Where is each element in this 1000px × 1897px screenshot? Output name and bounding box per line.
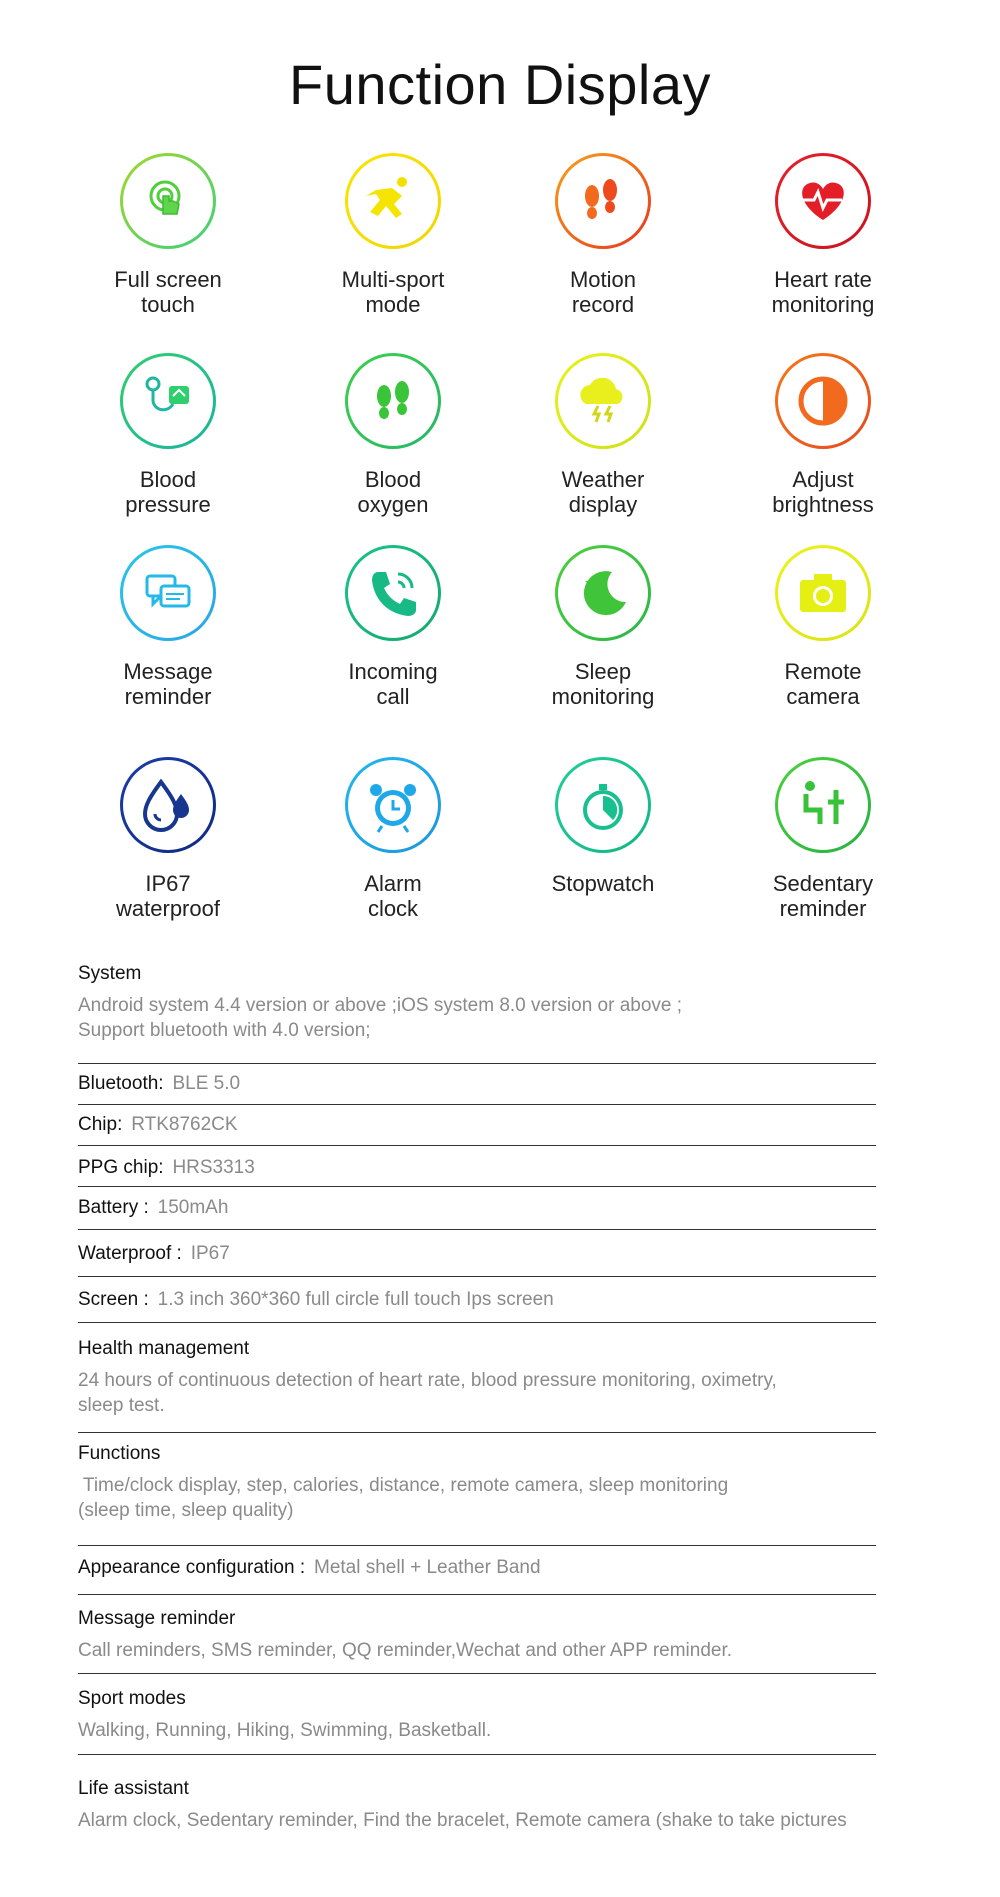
feature-full-screen-touch [58,153,278,317]
spec-life-assistant [78,1778,978,1833]
green-footprints-icon [348,356,438,446]
feature-icon-ring [345,153,441,249]
stopwatch-icon [558,760,648,850]
spec-key: Waterproof : [78,1243,182,1264]
spec-battery [78,1197,878,1219]
spec-sport-modes [78,1688,878,1743]
blood-pressure-cuff-icon [123,356,213,446]
spec-key: Appearance configuration : [78,1557,306,1578]
feature-incoming-call [283,545,503,709]
feature-label [493,467,713,517]
spec-value: 150mAh [157,1197,229,1218]
feature-label-line: record [571,292,635,317]
spec-key: Sport modes [78,1688,186,1709]
divider [78,1594,876,1595]
feature-icon-ring [345,353,441,449]
page-title: Function Display [289,53,711,116]
feature-icon-ring [120,545,216,641]
divider [78,1545,876,1546]
spec-value: RTK8762CK [131,1114,238,1135]
feature-label-line: mode [365,292,421,317]
feature-label-line: Multi-sport [341,267,445,292]
feature-ip67-waterproof [58,757,278,921]
spec-line: Support bluetooth with 4.0 version; [78,1020,371,1041]
feature-label-line: Blood [364,467,422,492]
water-drops-icon [123,760,213,850]
spec-message-reminder [78,1608,878,1663]
storm-cloud-icon [558,356,648,446]
feature-stopwatch [493,757,713,896]
feature-weather-display [493,353,713,517]
sitting-person-icon [778,760,868,850]
feature-label-line: touch [141,292,195,317]
feature-icon-ring [775,153,871,249]
spec-health-management [78,1338,878,1418]
divider [78,1186,876,1187]
camera-icon [778,548,868,638]
divider [78,1322,876,1323]
feature-label-line: IP67 [145,871,191,896]
feature-remote-camera [713,545,933,709]
moon-star-icon [558,548,648,638]
feature-label [283,659,503,709]
feature-label [713,659,933,709]
feature-label-line: Remote [784,659,862,684]
feature-adjust-brightness [713,353,933,517]
feature-label-line: waterproof [116,896,220,921]
feature-label-line: clock [367,896,419,921]
feature-label-line: Sedentary [772,871,874,896]
spec-appearance [78,1557,878,1579]
feature-label-line: Message [123,659,213,684]
feature-label [493,659,713,709]
touch-hand-icon [123,156,213,246]
feature-label-line: Sleep [574,659,632,684]
spec-value [78,1473,878,1523]
spec-line: Walking, Running, Hiking, Swimming, Basketball. [78,1720,492,1741]
spec-value [78,1638,878,1663]
spec-value: 1.3 inch 360*360 full circle full touch Ips screen [157,1289,554,1310]
feature-icon-ring [775,545,871,641]
feature-heart-rate-monitoring [713,153,933,317]
feature-icon-ring [555,353,651,449]
spec-line: Android system 4.4 version or above ;iOS system 8.0 version or above ; [78,995,683,1016]
feature-blood-pressure [58,353,278,517]
feature-icon-ring [120,353,216,449]
spec-line: (sleep time, sleep quality) [78,1500,294,1521]
feature-label [283,267,503,317]
divider [78,1104,876,1105]
feature-label-line: Adjust [792,467,854,492]
spec-bluetooth [78,1073,878,1095]
spec-key: Message reminder [78,1608,236,1629]
spec-waterproof [78,1243,878,1265]
spec-key: Screen : [78,1289,149,1310]
spec-value [78,993,878,1043]
divider [78,1229,876,1230]
feature-label-line: pressure [125,492,211,517]
running-man-icon [348,156,438,246]
spec-key: Functions [78,1443,161,1464]
feature-label [493,267,713,317]
feature-icon-ring [345,757,441,853]
feature-label-line: Blood [139,467,197,492]
feature-label-line: brightness [772,492,874,517]
feature-label-line: Weather [561,467,645,492]
feature-label-line: reminder [124,684,212,709]
feature-label [713,871,933,921]
spec-value [78,1808,978,1833]
feature-label-line: reminder [779,896,867,921]
feature-icon-ring [555,153,651,249]
chat-bubbles-icon [123,548,213,638]
brightness-half-icon [778,356,868,446]
spec-functions [78,1443,878,1523]
feature-icon-ring [775,353,871,449]
divider [78,1276,876,1277]
feature-label-line: oxygen [357,492,429,517]
feature-label-line: call [376,684,410,709]
feature-icon-ring [120,757,216,853]
spec-ppg-chip [78,1157,878,1179]
divider [78,1754,876,1755]
spec-line: Time/clock display, step, calories, distance, remote camera, sleep monitoring [78,1475,729,1496]
footprints-icon [558,156,648,246]
feature-label [58,467,278,517]
feature-label-line: camera [786,684,860,709]
spec-value: BLE 5.0 [172,1073,241,1094]
feature-label-line: Stopwatch [551,871,655,896]
feature-label [283,871,503,921]
spec-key: PPG chip: [78,1157,164,1178]
feature-message-reminder [58,545,278,709]
spec-value: Metal shell + Leather Band [314,1557,541,1578]
spec-key: Bluetooth: [78,1073,164,1094]
heart-pulse-icon [778,156,868,246]
feature-icon-ring [120,153,216,249]
feature-label-line: Full screen [114,267,222,292]
spec-value [78,1718,878,1743]
feature-label-line: display [568,492,638,517]
divider [78,1063,876,1064]
spec-line: sleep test. [78,1395,165,1416]
spec-value: IP67 [190,1243,230,1264]
feature-label [713,467,933,517]
spec-line: 24 hours of continuous detection of heart rate, blood pressure monitoring, oximetry, [78,1370,777,1391]
spec-key: System [78,963,142,984]
spec-line: Alarm clock, Sedentary reminder, Find the bracelet, Remote camera (shake to take pictures [78,1810,847,1831]
spec-line: Call reminders, SMS reminder, QQ reminder,Wechat and other APP reminder. [78,1640,733,1661]
feature-blood-oxygen [283,353,503,517]
alarm-clock-icon [348,760,438,850]
spec-key: Health management [78,1338,250,1359]
feature-label-line: monitoring [551,684,655,709]
feature-label [58,659,278,709]
feature-label [58,871,278,921]
phone-call-icon [348,548,438,638]
feature-label-line: Heart rate [774,267,872,292]
feature-sedentary-reminder [713,757,933,921]
feature-label [493,871,713,896]
spec-key: Chip: [78,1114,123,1135]
feature-icon-ring [555,545,651,641]
spec-screen [78,1289,878,1311]
feature-motion-record [493,153,713,317]
divider [78,1673,876,1674]
spec-key: Battery : [78,1197,149,1218]
feature-alarm-clock [283,757,503,921]
feature-label-line: Incoming [348,659,438,684]
feature-icon-ring [555,757,651,853]
spec-system [78,963,878,1043]
feature-label-line: Motion [569,267,637,292]
divider [78,1145,876,1146]
feature-label-line: Alarm [364,871,422,896]
spec-value: HRS3313 [172,1157,255,1178]
feature-label [713,267,933,317]
feature-icon-ring [345,545,441,641]
divider [78,1432,876,1433]
spec-key: Life assistant [78,1778,189,1799]
feature-label-line: monitoring [771,292,875,317]
spec-value [78,1368,878,1418]
feature-multi-sport-mode [283,153,503,317]
spec-chip [78,1114,878,1136]
feature-label [283,467,503,517]
feature-icon-ring [775,757,871,853]
feature-sleep-monitoring [493,545,713,709]
feature-label [58,267,278,317]
